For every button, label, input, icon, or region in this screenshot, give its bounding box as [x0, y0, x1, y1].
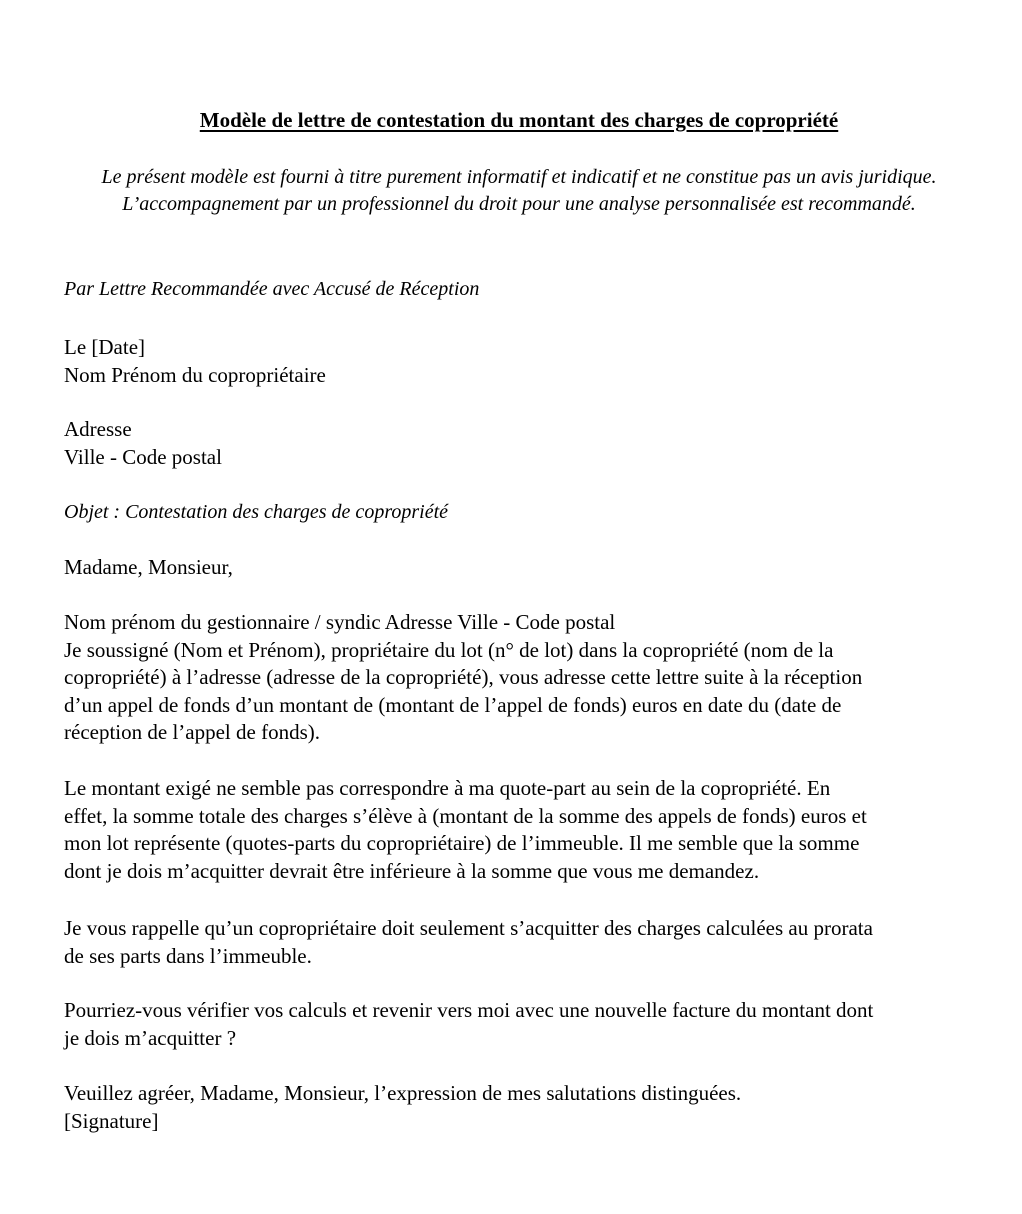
closing-block	[64, 1080, 964, 1135]
paragraph-reminder	[64, 915, 964, 970]
sending-method: Par Lettre Recommandée avec Accusé de Réception	[64, 278, 480, 300]
paragraph-request	[64, 609, 964, 747]
paragraph-line: Le montant exigé ne semble pas correspondre à ma quote-part au sein de la copropriété. En	[64, 776, 831, 800]
subject-line: Objet : Contestation des charges de copropriété	[64, 501, 449, 523]
sender-address	[64, 416, 964, 471]
paragraph-contestation	[64, 775, 964, 885]
disclaimer-line: Le présent modèle est fourni à titre purement informatif et indicatif et ne constitue pas un avis juridique.	[101, 166, 937, 188]
sender-header	[64, 334, 964, 389]
paragraph-request-verification	[64, 997, 964, 1052]
paragraph-line: réception de l’appel de fonds).	[64, 720, 320, 744]
paragraph-line: Je soussigné (Nom et Prénom), propriétaire du lot (n° de lot) dans la copropriété (nom de la	[64, 637, 834, 662]
disclaimer-line: L’accompagnement par un professionnel du droit pour une analyse personnalisée est recommandé.	[122, 193, 916, 215]
date-line: Le [Date]	[64, 335, 146, 359]
paragraph-line: dont je dois m’acquitter devrait être inférieure à la somme que vous me demandez.	[64, 858, 760, 883]
disclaimer	[0, 164, 1022, 218]
city-line: Ville - Code postal	[64, 444, 222, 469]
address-line: Adresse	[64, 417, 132, 441]
signature-placeholder: [Signature]	[64, 1108, 159, 1133]
closing-formula: Veuillez agréer, Madame, Monsieur, l’expression de mes salutations distinguées.	[64, 1081, 742, 1105]
paragraph-line: copropriété) à l’adresse (adresse de la copropriété), vous adresse cette lettre suite à la réception	[64, 665, 863, 689]
paragraph-line: effet, la somme totale des charges s’élève à (montant de la somme des appels de fonds) euros et	[64, 803, 867, 828]
paragraph-line: Pourriez-vous vérifier vos calculs et revenir vers moi avec une nouvelle facture du montant dont	[64, 998, 874, 1022]
paragraph-line: je dois m’acquitter ?	[64, 1025, 237, 1050]
sender-name: Nom Prénom du copropriétaire	[64, 362, 326, 387]
paragraph-line: de ses parts dans l’immeuble.	[64, 943, 312, 968]
recipient-line: Nom prénom du gestionnaire / syndic Adresse Ville - Code postal	[64, 610, 616, 634]
greeting: Madame, Monsieur,	[64, 555, 233, 579]
document-title: Modèle de lettre de contestation du montant des charges de copropriété	[199, 108, 839, 132]
paragraph-line: mon lot représente (quotes-parts du copropriétaire) de l’immeuble. Il me semble que la somme	[64, 831, 860, 855]
paragraph-line: Je vous rappelle qu’un copropriétaire doit seulement s’acquitter des charges calculées au prorata	[64, 916, 873, 940]
paragraph-line: d’un appel de fonds d’un montant de (montant de l’appel de fonds) euros en date du (date de	[64, 692, 842, 717]
